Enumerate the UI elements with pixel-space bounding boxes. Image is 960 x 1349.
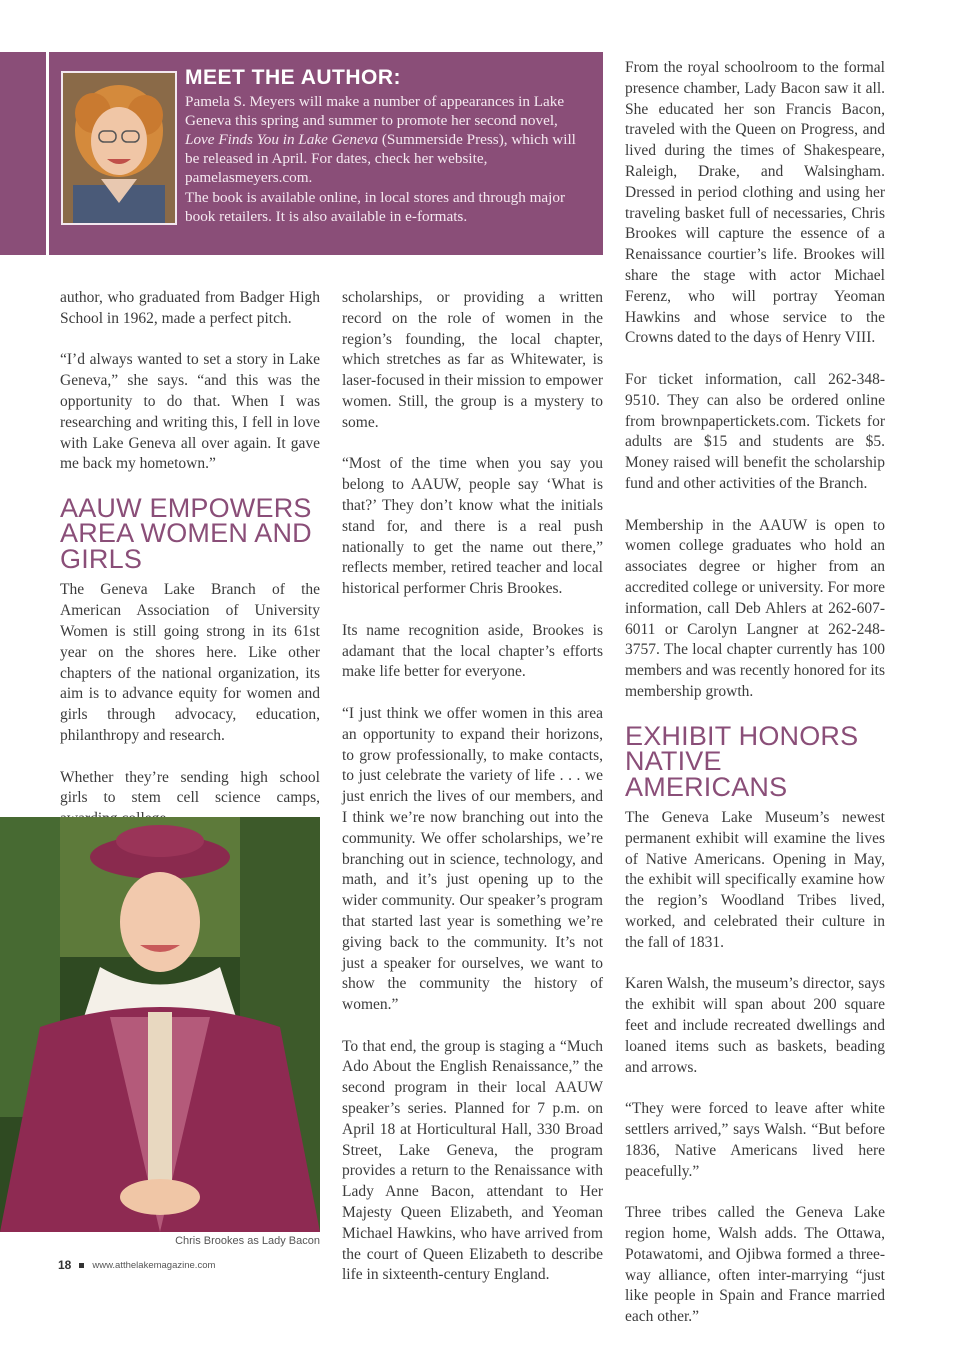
- paragraph: “They were forced to leave after white settlers arrived,” says Walsh. “But before 1836, Native Americans lived here peacefully.”: [625, 1100, 885, 1180]
- sidebar-text: Pamela S. Meyers will make a number of appearances in Lake Geneva this spring and summer to promote her second novel,: [185, 93, 565, 129]
- article-column-2: [342, 288, 603, 1307]
- sidebar-paragraph-1: [185, 92, 590, 187]
- section-heading-aauw: AAUW EMPOWERS AREA WOMEN AND GIRLS: [60, 492, 312, 574]
- bullet-square-icon: [79, 1263, 84, 1268]
- photo-caption: Chris Brookes as Lady Bacon: [175, 1235, 320, 1247]
- paragraph: author, who graduated from Badger High School in 1962, made a perfect pitch.: [60, 289, 320, 327]
- sidebar-divider: [46, 52, 49, 255]
- lady-bacon-photo: [0, 817, 320, 1232]
- paragraph: “Most of the time when you say you belong to AAUW, people say ‘What is that?’ They don’t know what the initials stand for, and there is a real push nationally to get the name out there,” reflects member, retired teacher and local historical performer Chris Brookes.: [342, 455, 603, 598]
- sidebar-title: MEET THE AUTHOR:: [185, 66, 402, 89]
- paragraph: For ticket information, call 262-348-9510. They can also be ordered online from brownpapertickets.com. Tickets for adults are $15 and students are $5. Money raised will benefit the scholarship fund and other activities of the Branch.: [625, 370, 885, 492]
- article-column-1: [60, 288, 320, 851]
- sidebar-paragraph-2: The book is available online, in local stores and through major book retailers. It is also available in e-formats.: [185, 189, 566, 225]
- paragraph: Three tribes called the Geneva Lake region home, Walsh adds. The Ottawa, Potawatomi, and Ojibwa formed a three-way alliance, often inter-marrying “just like people in Spain and France married each other.”: [625, 1204, 885, 1326]
- paragraph: scholarships, or providing a written record on the role of women in the region’s founding, the local chapter, which stretches as far as Whitewater, is laser-focused in their mission to empower women. Still, the group is a mystery to some.: [342, 289, 603, 431]
- page-number: 18: [58, 1258, 72, 1272]
- section-heading-exhibit: EXHIBIT HONORS NATIVE AMERICANS: [625, 720, 859, 802]
- paragraph: From the royal schoolroom to the formal presence chamber, Lady Bacon saw it all. She educated her son Francis Bacon, traveled with the Queen on Progress, and lived during the times of Shakespeare, Raleigh, Drake, and Walsingham. Dressed in period clothing and using her traveling basket full of necessaries, Chris Brookes will capture the essence of a Renaissance courtier’s life. Brookes will share the stage with actor Michael Ferenz, who will portray Yeoman Hawkins and whose service to the Crowns dated to the days of Henry VIII.: [625, 59, 885, 347]
- book-title: Love Finds You in Lake Geneva: [185, 131, 379, 148]
- paragraph: Its name recognition aside, Brookes is adamant that the local chapter’s efforts make life better for everyone.: [342, 621, 603, 681]
- paragraph: Karen Walsh, the museum’s director, says the exhibit will span about 200 square feet and include recreated dwellings and loaned items such as baskets, beading and arrows.: [625, 975, 885, 1076]
- paragraph: Membership in the AAUW is open to women college graduates who hold an associates degree or higher from an accredited college or university. For more information, call Deb Ahlers at 262-607-6011 or Carolyn Langner at 262-248-3757. The local chapter currently has 100 members and was recently honored for its membership growth.: [625, 516, 885, 700]
- paragraph: The Geneva Lake Museum’s newest permanent exhibit will examine the lives of Native Americans. Opening in May, the exhibit will specifically examine how the region’s Woodland Tribes lived, worked, and celebrated their culture in the fall of 1831.: [625, 809, 885, 951]
- magazine-url: www.atthelakemagazine.com: [92, 1259, 216, 1271]
- author-photo: [61, 71, 177, 225]
- paragraph: “I just think we offer women in this area an opportunity to expand their horizons, to grow professionally, to make contacts, to just celebrate the variety of life . . . we just enrich the lives of our members, and I think we’re now branching out into the community. We offer scholarships, we’re branching out in science, technology, and math, and it’s just opening up to the wider community. Our speaker’s program that started last year is something we’re giving back to the community. It’s not just a speaker for ourselves, we want to show the community the history of women.”: [342, 704, 603, 1014]
- article-column-3: [625, 58, 885, 1349]
- paragraph: The Geneva Lake Branch of the American Association of University Women is still going strong in its 61st year on the shores here. Like other chapters of the national organization, its aim is to advance equity for women and girls through advocacy, education, philanthropy and research.: [60, 581, 320, 745]
- sidebar-text: (Summerside Press), which will be released in April. For dates, check her website, pamelasmeyers.com.: [185, 131, 576, 186]
- paragraph: To that end, the group is staging a “Much Ado About the English Renaissance,” the second program in their local AAUW speaker’s series. Planned for 7 p.m. on April 18 at Horticultural Hall, 330 Broad Street, Lake Geneva, the program provides a return to the Renaissance with Lady Anne Bacon, attendant to Her Majesty Queen Elizabeth, and Yeoman Michael Hawkins, who have arrived from the court of Queen Elizabeth to describe life in sixteenth-century England.: [342, 1037, 603, 1284]
- paragraph: Whether they’re sending high school girls to stem cell science camps,: [60, 768, 320, 807]
- paragraph: “I’d always wanted to set a story in Lake Geneva,” she says. “and this was the opportunity to do that. When I was researching and writing this, I fell in love with Lake Geneva all over again. It gave me back my hometown.”: [60, 351, 320, 473]
- page-footer: [58, 1258, 215, 1272]
